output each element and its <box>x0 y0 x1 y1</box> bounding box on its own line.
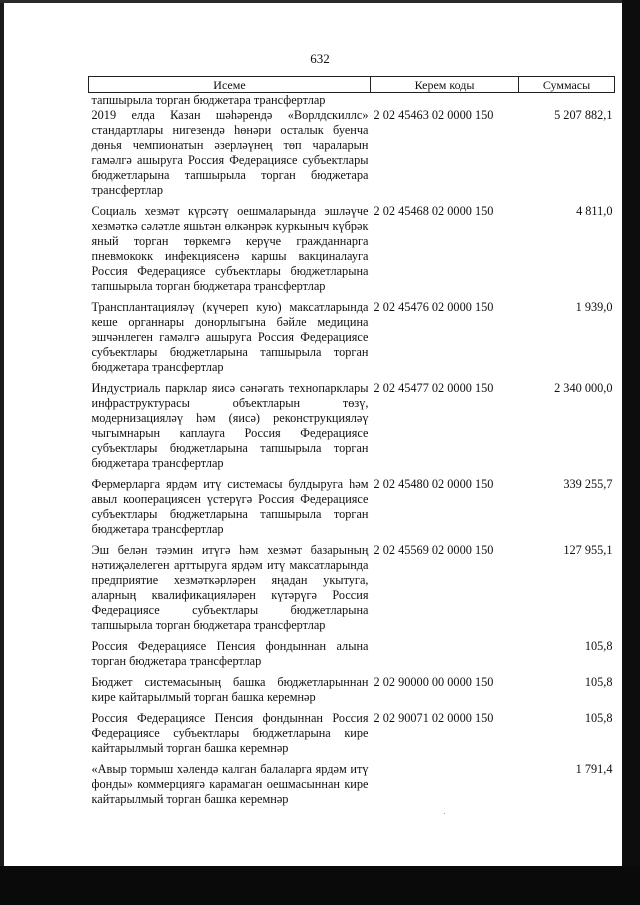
budget-table <box>88 76 615 813</box>
row-sum: 339 255,7 <box>563 477 613 491</box>
row-sum: 127 955,1 <box>563 543 613 557</box>
row-name: Фермерларга ярдәм итү системасы булдыруга һәм авыл кооперациясен үстерүгә Россия Федерациясе субъектлары бюджетларына тапшырыла торган бюджетара трансфертлар <box>91 477 369 536</box>
column-header-sum: Суммасы <box>519 77 615 93</box>
table-row <box>89 675 615 711</box>
row-sum: 5 207 882,1 <box>554 108 613 122</box>
table-row <box>89 477 615 543</box>
table-header-row <box>89 77 615 93</box>
row-code: 2 02 45477 02 0000 150 <box>373 381 494 395</box>
row-name: Россия Федерациясе Пенсия фондыннан Россия Федерациясе субъектлары бюджетларына кире кайтарылмый торган башка керемнәр <box>91 711 369 755</box>
row-name: Социаль хезмәт күрсәтү оешмаларында эшләүче хезмәткә сәләтле яшьтән өлкәнрәк куркыныч күбрәк яный торган төркемгә керүче гражданнарга пневмококк инфекциясенә каршы вакциналауга Россия Федерациясе субъектлары бюджетларына тапшырыла торган бюджетара трансфертлар <box>91 204 369 293</box>
row-sum: 1 939,0 <box>575 300 613 314</box>
row-sum <box>519 93 615 109</box>
row-name: «Авыр тормыш хәлендә калган балаларга ярдәм итү фонды» коммерциягә карамаган оешмасыннан кире кайтарылмый торган башка керемнәр <box>91 762 369 806</box>
row-name: Эш белән тәэмин итүгә һәм хезмәт базарының нәтиҗәлелеген арттыруга ярдәм итү максатларында предприятие хезмәткәрләрен яңадан укытуга, аларның квалификацияләрен күтәрүгә Россия Федерациясе субъектлары бюджетларына тапшырыла торган бюджетара трансфертлар <box>91 543 369 632</box>
table-row <box>89 762 615 813</box>
row-sum: 105,8 <box>584 711 613 725</box>
row-name: 2019 елда Казан шәһәрендә «Ворлдскиллс» стандартлары нигезендә һөнәри осталык буенча дөнья чемпионатын әзерләүнең төп чараларын гамәлгә ашыруга Россия Федерациясе субъектлары бюджетларына тапшырыла торган бюджетара трансфертлар <box>91 108 369 197</box>
row-name: Россия Федерациясе Пенсия фондыннан алына торган бюджетара трансфертлар <box>91 639 369 668</box>
scan-edge-bottom <box>0 866 640 905</box>
row-name: Бюджет системасының башка бюджетларыннан кире кайтарылмый торган башка керемнәр <box>91 675 369 704</box>
row-sum: 4 811,0 <box>576 204 613 218</box>
table-row <box>89 108 615 204</box>
row-name: тапшырыла торган бюджетара трансфертлар <box>91 93 326 107</box>
column-header-code: Керем коды <box>371 77 519 93</box>
row-code <box>371 93 519 109</box>
table-row <box>89 711 615 762</box>
table-row <box>89 381 615 477</box>
row-code <box>371 762 519 813</box>
row-sum: 105,8 <box>584 675 613 689</box>
table-row <box>89 204 615 300</box>
scan-edge-right <box>622 0 640 905</box>
row-sum: 2 340 000,0 <box>554 381 613 395</box>
row-code <box>371 639 519 675</box>
row-code: 2 02 45569 02 0000 150 <box>373 543 494 557</box>
table-row <box>89 300 615 381</box>
table-row <box>89 639 615 675</box>
row-name: Трансплантацияләү (күчереп кую) максатларында кеше органнары донорлыгына бәйле медицина эшчәнлеген гамәлгә ашыруга Россия Федерациясе субъектлары бюджетларына тапшырыла торган бюджетара трансфертлар <box>91 300 369 374</box>
scan-edge-left <box>0 0 4 905</box>
row-code: 2 02 45468 02 0000 150 <box>373 204 494 218</box>
row-code: 2 02 45463 02 0000 150 <box>373 108 494 122</box>
row-name: Индустриаль парклар яисә сәнәгать технопарклары инфраструктурасы объектларын төзү, модернизацияләү һәм (яисә) реконструкцияләү чыгымнарын каплауга Россия Федерациясе субъектлары бюджетларына тапшырыла торган бюджетара трансфертлар <box>91 381 369 470</box>
row-sum: 105,8 <box>584 639 613 653</box>
scan-speck <box>444 813 445 814</box>
page-number: 632 <box>310 51 330 66</box>
row-code: 2 02 90000 00 0000 150 <box>373 675 494 689</box>
row-code: 2 02 90071 02 0000 150 <box>373 711 494 725</box>
table-row <box>89 543 615 639</box>
scan-edge-top <box>0 0 640 3</box>
row-sum: 1 791,4 <box>575 762 613 776</box>
column-header-name: Исеме <box>89 77 371 93</box>
row-code: 2 02 45480 02 0000 150 <box>373 477 494 491</box>
row-code: 2 02 45476 02 0000 150 <box>373 300 494 314</box>
table-row <box>89 93 615 109</box>
